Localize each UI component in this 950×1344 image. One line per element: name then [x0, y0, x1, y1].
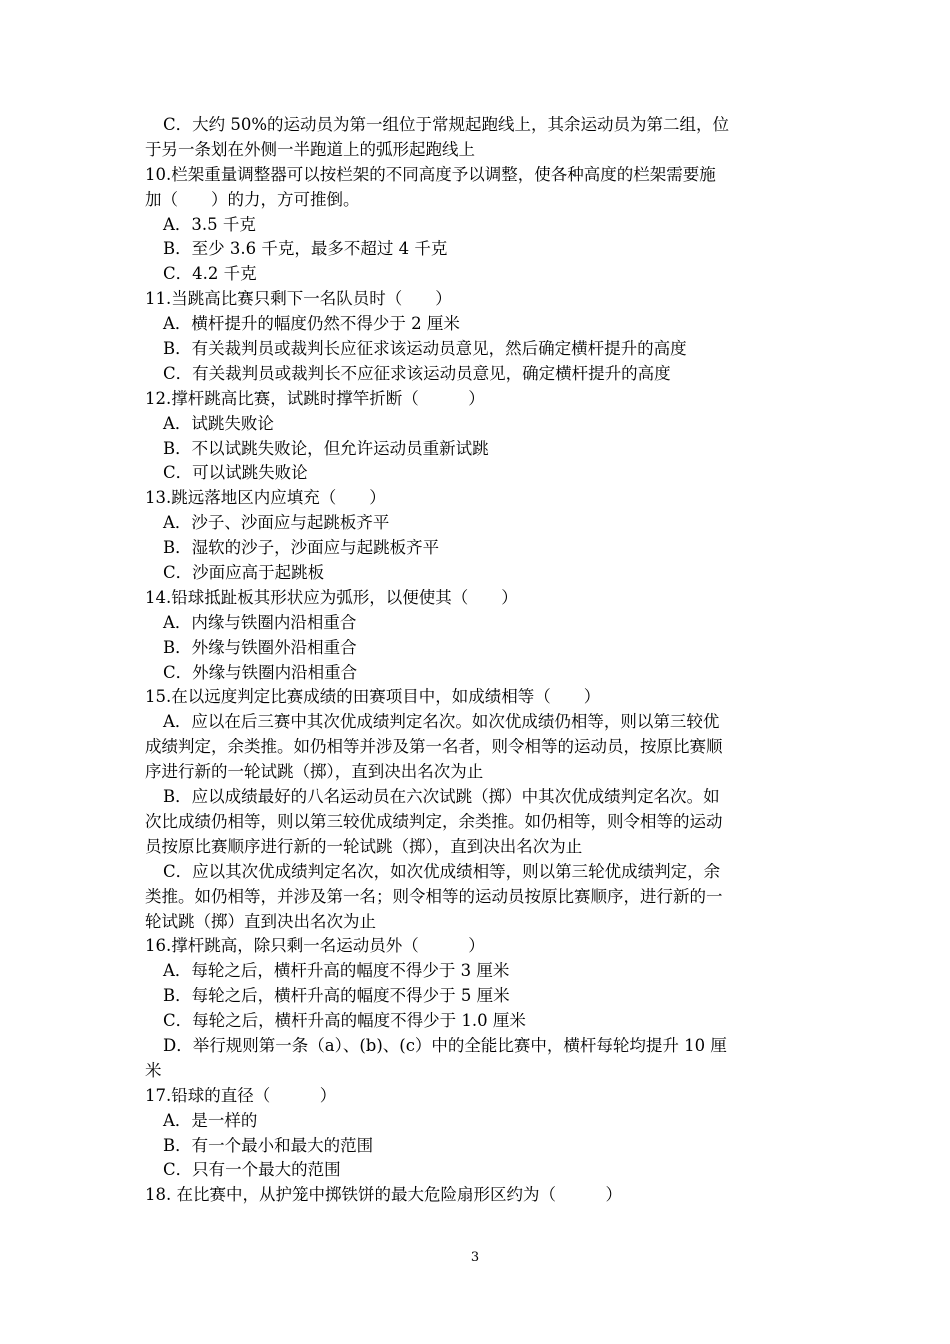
- text-line: 序进行新的一轮试跳（掷），直到决出名次为止: [145, 762, 484, 782]
- text-line: 13.跳远落地区内应填充（ ）: [145, 488, 386, 508]
- text-line: C．只有一个最大的范围: [163, 1160, 341, 1180]
- text-line: C．应以其次优成绩判定名次，如次优成绩相等，则以第三轮优成绩判定，余: [163, 861, 721, 881]
- text-line: 12.撑杆跳高比赛，试跳时撑竿折断（ ）: [145, 388, 485, 408]
- text-line: 15.在以远度判定比赛成绩的田赛项目中，如成绩相等（ ）: [145, 687, 601, 707]
- text-line: A．试跳失败论: [163, 413, 274, 433]
- text-line: A．每轮之后，横杆升高的幅度不得少于 3 厘米: [163, 961, 510, 981]
- text-line: 成绩判定，余类推。如仍相等并涉及第一名者，则令相等的运动员，按原比赛顺: [145, 737, 723, 757]
- text-line: B．有关裁判员或裁判长应征求该运动员意见，然后确定横杆提升的高度: [163, 339, 687, 359]
- text-line: 类推。如仍相等，并涉及第一名；则令相等的运动员按原比赛顺序，进行新的一: [145, 886, 723, 906]
- text-line: 加（ ）的力，方可推倒。: [145, 189, 360, 209]
- text-line: B．每轮之后，横杆升高的幅度不得少于 5 厘米: [163, 986, 510, 1006]
- page-number: 3: [470, 1250, 480, 1265]
- text-line: A．3.5 千克: [163, 214, 256, 234]
- text-line: B．至少 3.6 千克，最多不超过 4 千克: [163, 239, 448, 259]
- text-line: 轮试跳（掷）直到决出名次为止: [145, 911, 376, 931]
- text-line: 于另一条划在外侧一半跑道上的弧形起跑线上: [145, 139, 475, 159]
- text-line: 11.当跳高比赛只剩下一名队员时（ ）: [145, 289, 452, 309]
- text-line: A．沙子、沙面应与起跳板齐平: [163, 513, 390, 533]
- text-line: 16.撑杆跳高，除只剩一名运动员外（ ）: [145, 936, 485, 956]
- text-line: C．4.2 千克: [163, 264, 257, 284]
- document-body: [145, 113, 811, 1208]
- text-line: C．沙面应高于起跳板: [163, 563, 325, 583]
- text-line: A．应以在后三赛中其次优成绩判定名次。如次优成绩仍相等，则以第三较优: [163, 712, 720, 732]
- text-line: 18. 在比赛中，从护笼中掷铁饼的最大危险扇形区约为（ ）: [145, 1185, 622, 1205]
- text-line: A．内缘与铁圈内沿相重合: [163, 612, 357, 632]
- text-line: C．可以试跳失败论: [163, 463, 308, 483]
- text-line: C．大约 50%的运动员为第一组位于常规起跑线上，其余运动员为第二组，位: [163, 115, 730, 134]
- text-line: D．举行规则第一条（a）、(b)、(c）中的全能比赛中，横杆每轮均提升 10 厘: [163, 1035, 727, 1055]
- text-line: 10.栏架重量调整器可以按栏架的不同高度予以调整，使各种高度的栏架需要施: [145, 164, 716, 184]
- text-line: 次比成绩仍相等，则以第三较优成绩判定，余类推。如仍相等，则令相等的运动: [145, 811, 723, 831]
- text-line: B．应以成绩最好的八名运动员在六次试跳（掷）中其次优成绩判定名次。如: [163, 787, 720, 807]
- text-line: A．横杆提升的幅度仍然不得少于 2 厘米: [163, 314, 460, 334]
- text-line: C．每轮之后，横杆升高的幅度不得少于 1.0 厘米: [163, 1011, 526, 1031]
- text-line: C．有关裁判员或裁判长不应征求该运动员意见，确定横杆提升的高度: [163, 363, 671, 383]
- text-line: 14.铅球抵趾板其形状应为弧形，以便使其（ ）: [145, 587, 518, 607]
- text-line: B．外缘与铁圈外沿相重合: [163, 637, 357, 657]
- text-line: A．是一样的: [163, 1110, 258, 1130]
- text-line: 米: [145, 1060, 162, 1080]
- text-line: C．外缘与铁圈内沿相重合: [163, 662, 358, 682]
- text-line: B．湿软的沙子，沙面应与起跳板齐平: [163, 538, 440, 558]
- text-line: B．不以试跳失败论，但允许运动员重新试跳: [163, 438, 489, 458]
- text-line: 员按原比赛顺序进行新的一轮试跳（掷），直到决出名次为止: [145, 836, 583, 856]
- text-line: B．有一个最小和最大的范围: [163, 1135, 374, 1155]
- text-line: 17.铅球的直径（ ）: [145, 1085, 337, 1105]
